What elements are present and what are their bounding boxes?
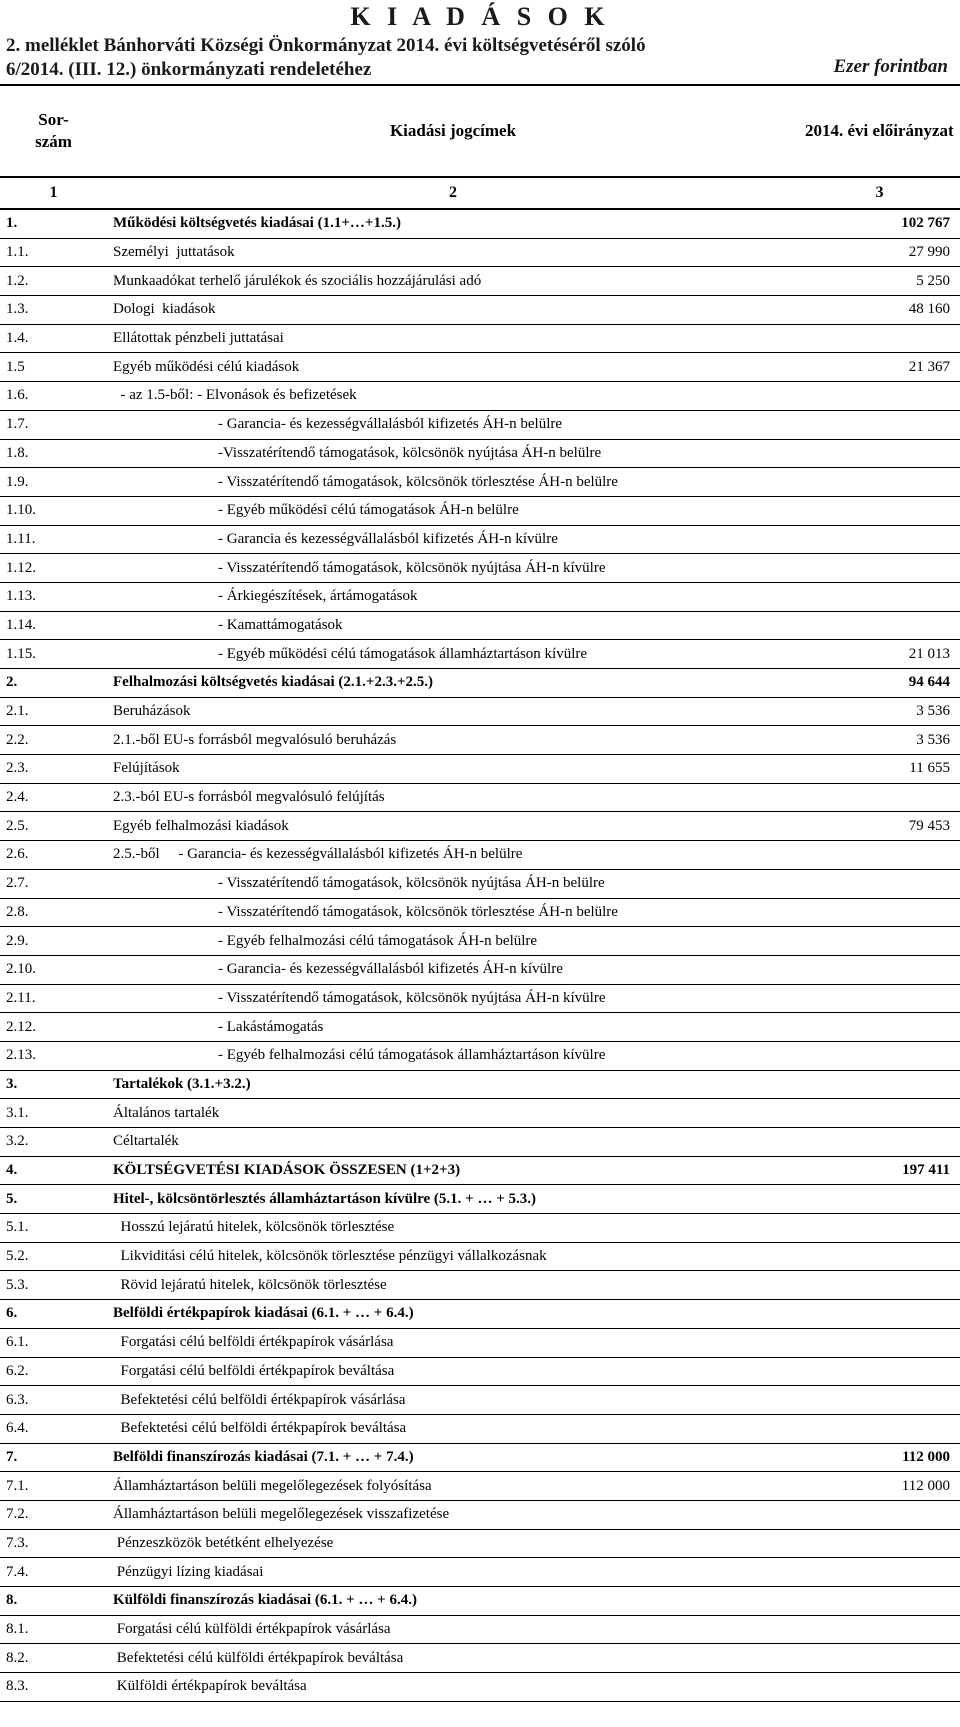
row-number-cell: 2.7. — [0, 869, 107, 898]
amount-cell — [799, 1386, 960, 1415]
row-number-cell: 7.4. — [0, 1558, 107, 1587]
row-number-cell: 3. — [0, 1070, 107, 1099]
item-name-cell: Általános tartalék — [107, 1099, 799, 1128]
amount-cell — [799, 1300, 960, 1329]
amount-cell — [799, 869, 960, 898]
row-number-cell: 5.1. — [0, 1214, 107, 1243]
item-name-cell: - Visszatérítendő támogatások, kölcsönök nyújtása ÁH-n kívülre — [107, 984, 799, 1013]
item-name-cell: Hitel-, kölcsöntörlesztés államháztartáson kívülre (5.1. + … + 5.3.) — [107, 1185, 799, 1214]
table-row — [0, 525, 960, 554]
row-number-cell: 8.2. — [0, 1644, 107, 1673]
table-row — [0, 869, 960, 898]
table-row — [0, 1386, 960, 1415]
row-number-cell: 1.6. — [0, 382, 107, 411]
item-name-cell: Befektetési célú belföldi értékpapírok vásárlása — [107, 1386, 799, 1415]
item-name-cell: - Lakástámogatás — [107, 1013, 799, 1042]
table-row — [0, 611, 960, 640]
row-number-cell: 2.2. — [0, 726, 107, 755]
table-row — [0, 841, 960, 870]
item-name-cell: Egyéb felhalmozási kiadások — [107, 812, 799, 841]
table-row — [0, 1013, 960, 1042]
table-row — [0, 324, 960, 353]
table-row — [0, 1673, 960, 1702]
row-number-cell: 6.2. — [0, 1357, 107, 1386]
amount-cell — [799, 1185, 960, 1214]
amount-cell — [799, 611, 960, 640]
amount-cell — [799, 410, 960, 439]
row-number-cell: 1.13. — [0, 582, 107, 611]
row-number-cell: 8.1. — [0, 1615, 107, 1644]
amount-cell: 5 250 — [799, 267, 960, 296]
table-row — [0, 640, 960, 669]
table-row — [0, 1644, 960, 1673]
amount-cell — [799, 382, 960, 411]
item-name-cell: Pénzeszközök betétként elhelyezése — [107, 1529, 799, 1558]
table-row — [0, 1529, 960, 1558]
table-row — [0, 382, 960, 411]
row-number-cell: 2.6. — [0, 841, 107, 870]
row-number-cell: 2.5. — [0, 812, 107, 841]
header-item-name: Kiadási jogcímek — [107, 85, 799, 177]
table-row — [0, 238, 960, 267]
amount-cell: 3 536 — [799, 726, 960, 755]
amount-cell: 112 000 — [799, 1472, 960, 1501]
table-row — [0, 812, 960, 841]
item-name-cell: -Visszatérítendő támogatások, kölcsönök nyújtása ÁH-n belülre — [107, 439, 799, 468]
amount-cell — [799, 898, 960, 927]
table-row — [0, 554, 960, 583]
row-number-cell: 2.11. — [0, 984, 107, 1013]
table-row — [0, 1414, 960, 1443]
item-name-cell: Ellátottak pénzbeli juttatásai — [107, 324, 799, 353]
item-name-cell: - Árkiegészítések, ártámogatások — [107, 582, 799, 611]
table-row — [0, 353, 960, 382]
amount-cell — [799, 1242, 960, 1271]
row-number-cell: 1.15. — [0, 640, 107, 669]
table-row — [0, 1500, 960, 1529]
row-number-cell: 1.14. — [0, 611, 107, 640]
row-number-cell: 1. — [0, 209, 107, 238]
item-name-cell: - az 1.5-ből: - Elvonások és befizetések — [107, 382, 799, 411]
table-row — [0, 898, 960, 927]
table-row — [0, 1242, 960, 1271]
amount-cell — [799, 525, 960, 554]
row-number-cell: 7.3. — [0, 1529, 107, 1558]
amount-cell — [799, 1587, 960, 1616]
row-number-cell: 5.2. — [0, 1242, 107, 1271]
table-row — [0, 267, 960, 296]
amount-cell — [799, 1128, 960, 1157]
item-name-cell: Működési költségvetés kiadásai (1.1+…+1.5.) — [107, 209, 799, 238]
table-row — [0, 1443, 960, 1472]
item-name-cell: - Egyéb felhalmozási célú támogatások államháztartáson kívülre — [107, 1041, 799, 1070]
table-row — [0, 1185, 960, 1214]
amount-cell — [799, 1615, 960, 1644]
subtitle-line-2: 6/2014. (III. 12.) önkormányzati rendeletéhez — [6, 59, 372, 80]
table-row — [0, 1357, 960, 1386]
row-number-cell: 2.1. — [0, 697, 107, 726]
table-row — [0, 1472, 960, 1501]
table-row — [0, 582, 960, 611]
expenditure-table — [0, 84, 960, 1702]
table-row — [0, 1214, 960, 1243]
row-number-cell: 7.2. — [0, 1500, 107, 1529]
table-row — [0, 1300, 960, 1329]
amount-cell — [799, 1013, 960, 1042]
table-row — [0, 697, 960, 726]
amount-cell — [799, 1357, 960, 1386]
row-number-cell: 2.8. — [0, 898, 107, 927]
item-name-cell: 2.5.-ből - Garancia- és kezességvállalásból kifizetés ÁH-n belülre — [107, 841, 799, 870]
table-row — [0, 1615, 960, 1644]
row-number-cell: 2.4. — [0, 783, 107, 812]
amount-cell: 27 990 — [799, 238, 960, 267]
item-name-cell: Befektetési célú külföldi értékpapírok beváltása — [107, 1644, 799, 1673]
item-name-cell: - Visszatérítendő támogatások, kölcsönök nyújtása ÁH-n kívülre — [107, 554, 799, 583]
column-number-2: 2 — [107, 177, 799, 209]
amount-cell — [799, 1500, 960, 1529]
page-title: K I A D Á S O K — [350, 2, 610, 31]
column-number-row — [0, 177, 960, 209]
amount-cell — [799, 496, 960, 525]
amount-cell — [799, 1328, 960, 1357]
table-row — [0, 669, 960, 698]
amount-cell — [799, 955, 960, 984]
item-name-cell: Egyéb működési célú kiadások — [107, 353, 799, 382]
row-number-cell: 7. — [0, 1443, 107, 1472]
amount-cell — [799, 1070, 960, 1099]
unit-label: Ezer forintban — [833, 56, 948, 77]
table-row — [0, 1558, 960, 1587]
row-number-cell: 6. — [0, 1300, 107, 1329]
row-number-cell: 1.7. — [0, 410, 107, 439]
amount-cell: 48 160 — [799, 296, 960, 325]
item-name-cell: - Visszatérítendő támogatások, kölcsönök törlesztése ÁH-n belülre — [107, 898, 799, 927]
amount-cell — [799, 1673, 960, 1702]
amount-cell: 21 367 — [799, 353, 960, 382]
row-number-cell: 1.9. — [0, 468, 107, 497]
table-row — [0, 1070, 960, 1099]
item-name-cell: - Visszatérítendő támogatások, kölcsönök nyújtása ÁH-n belülre — [107, 869, 799, 898]
row-number-cell: 6.4. — [0, 1414, 107, 1443]
table-row — [0, 496, 960, 525]
item-name-cell: Céltartalék — [107, 1128, 799, 1157]
item-name-cell: - Garancia és kezességvállalásból kifizetés ÁH-n kívülre — [107, 525, 799, 554]
amount-cell — [799, 783, 960, 812]
item-name-cell: Dologi kiadások — [107, 296, 799, 325]
amount-cell — [799, 927, 960, 956]
row-number-cell: 5.3. — [0, 1271, 107, 1300]
row-number-cell: 6.1. — [0, 1328, 107, 1357]
table-row — [0, 209, 960, 238]
item-name-cell: KÖLTSÉGVETÉSI KIADÁSOK ÖSSZESEN (1+2+3) — [107, 1156, 799, 1185]
table-row — [0, 927, 960, 956]
table-row — [0, 984, 960, 1013]
table-header-row — [0, 85, 960, 177]
amount-cell: 11 655 — [799, 755, 960, 784]
item-name-cell: Államháztartáson belüli megelőlegezések visszafizetése — [107, 1500, 799, 1529]
row-number-cell: 2.9. — [0, 927, 107, 956]
table-row — [0, 783, 960, 812]
item-name-cell: - Egyéb működési célú támogatások államháztartáson kívülre — [107, 640, 799, 669]
subtitle-line-1: 2. melléklet Bánhorváti Községi Önkormányzat 2014. évi költségvetéséről szóló — [6, 35, 646, 56]
amount-cell — [799, 1414, 960, 1443]
item-name-cell: Belföldi értékpapírok kiadásai (6.1. + … + 6.4.) — [107, 1300, 799, 1329]
row-number-cell: 3.2. — [0, 1128, 107, 1157]
item-name-cell: Beruházások — [107, 697, 799, 726]
row-number-cell: 1.2. — [0, 267, 107, 296]
row-number-cell: 7.1. — [0, 1472, 107, 1501]
amount-cell — [799, 984, 960, 1013]
item-name-cell: Tartalékok (3.1.+3.2.) — [107, 1070, 799, 1099]
amount-cell: 112 000 — [799, 1443, 960, 1472]
table-row — [0, 1271, 960, 1300]
amount-cell — [799, 554, 960, 583]
amount-cell — [799, 1099, 960, 1128]
amount-cell — [799, 1041, 960, 1070]
table-row — [0, 410, 960, 439]
item-name-cell: Államháztartáson belüli megelőlegezések folyósítása — [107, 1472, 799, 1501]
item-name-cell: - Visszatérítendő támogatások, kölcsönök törlesztése ÁH-n belülre — [107, 468, 799, 497]
header-row-number-text: Sor- szám — [35, 110, 72, 151]
column-number-1: 1 — [0, 177, 107, 209]
row-number-cell: 1.11. — [0, 525, 107, 554]
item-name-cell: - Garancia- és kezességvállalásból kifizetés ÁH-n belülre — [107, 410, 799, 439]
amount-cell: 94 644 — [799, 669, 960, 698]
row-number-cell: 1.4. — [0, 324, 107, 353]
row-number-cell: 2. — [0, 669, 107, 698]
row-number-cell: 2.12. — [0, 1013, 107, 1042]
item-name-cell: Likviditási célú hitelek, kölcsönök törlesztése pénzügyi vállalkozásnak — [107, 1242, 799, 1271]
row-number-cell: 6.3. — [0, 1386, 107, 1415]
row-number-cell: 4. — [0, 1156, 107, 1185]
item-name-cell: Befektetési célú belföldi értékpapírok beváltása — [107, 1414, 799, 1443]
row-number-cell: 3.1. — [0, 1099, 107, 1128]
amount-cell — [799, 468, 960, 497]
amount-cell: 102 767 — [799, 209, 960, 238]
item-name-cell: Forgatási célú belföldi értékpapírok beváltása — [107, 1357, 799, 1386]
page-subtitle — [6, 34, 646, 82]
row-number-cell: 5. — [0, 1185, 107, 1214]
row-number-cell: 8. — [0, 1587, 107, 1616]
row-number-cell: 2.13. — [0, 1041, 107, 1070]
table-row — [0, 726, 960, 755]
item-name-cell: 2.3.-ból EU-s forrásból megvalósuló felújítás — [107, 783, 799, 812]
item-name-cell: Belföldi finanszírozás kiadásai (7.1. + … + 7.4.) — [107, 1443, 799, 1472]
item-name-cell: - Kamattámogatások — [107, 611, 799, 640]
table-body — [0, 209, 960, 1701]
amount-cell: 197 411 — [799, 1156, 960, 1185]
amount-cell — [799, 1529, 960, 1558]
item-name-cell: Rövid lejáratú hitelek, kölcsönök törlesztése — [107, 1271, 799, 1300]
table-row — [0, 468, 960, 497]
table-row — [0, 755, 960, 784]
table-row — [0, 1099, 960, 1128]
item-name-cell: Felújítások — [107, 755, 799, 784]
item-name-cell: Külföldi értékpapírok beváltása — [107, 1673, 799, 1702]
amount-cell: 79 453 — [799, 812, 960, 841]
item-name-cell: Személyi juttatások — [107, 238, 799, 267]
row-number-cell: 2.3. — [0, 755, 107, 784]
row-number-cell: 1.5 — [0, 353, 107, 382]
item-name-cell: Forgatási célú belföldi értékpapírok vásárlása — [107, 1328, 799, 1357]
item-name-cell: Külföldi finanszírozás kiadásai (6.1. + … + 6.4.) — [107, 1587, 799, 1616]
column-number-3: 3 — [799, 177, 960, 209]
item-name-cell: Hosszú lejáratú hitelek, kölcsönök törlesztése — [107, 1214, 799, 1243]
amount-cell — [799, 439, 960, 468]
header-row-number — [0, 85, 107, 177]
item-name-cell: - Garancia- és kezességvállalásból kifizetés ÁH-n kívülre — [107, 955, 799, 984]
header-appropriation: 2014. évi előirányzat — [799, 85, 960, 177]
item-name-cell: - Egyéb felhalmozási célú támogatások ÁH-n belülre — [107, 927, 799, 956]
amount-cell — [799, 1558, 960, 1587]
item-name-cell: Forgatási célú külföldi értékpapírok vásárlása — [107, 1615, 799, 1644]
amount-cell — [799, 1644, 960, 1673]
row-number-cell: 2.10. — [0, 955, 107, 984]
amount-cell — [799, 582, 960, 611]
table-row — [0, 1128, 960, 1157]
item-name-cell: 2.1.-ből EU-s forrásból megvalósuló beruházás — [107, 726, 799, 755]
table-row — [0, 1156, 960, 1185]
amount-cell: 3 536 — [799, 697, 960, 726]
row-number-cell: 1.1. — [0, 238, 107, 267]
table-row — [0, 296, 960, 325]
item-name-cell: - Egyéb működési célú támogatások ÁH-n belülre — [107, 496, 799, 525]
amount-cell — [799, 324, 960, 353]
row-number-cell: 8.3. — [0, 1673, 107, 1702]
item-name-cell: Felhalmozási költségvetés kiadásai (2.1.+2.3.+2.5.) — [107, 669, 799, 698]
row-number-cell: 1.8. — [0, 439, 107, 468]
amount-cell — [799, 841, 960, 870]
row-number-cell: 1.10. — [0, 496, 107, 525]
row-number-cell: 1.12. — [0, 554, 107, 583]
table-row — [0, 439, 960, 468]
table-row — [0, 1328, 960, 1357]
table-row — [0, 1587, 960, 1616]
row-number-cell: 1.3. — [0, 296, 107, 325]
item-name-cell: Munkaadókat terhelő járulékok és szociális hozzájárulási adó — [107, 267, 799, 296]
amount-cell — [799, 1271, 960, 1300]
table-row — [0, 1041, 960, 1070]
table-row — [0, 955, 960, 984]
amount-cell: 21 013 — [799, 640, 960, 669]
amount-cell — [799, 1214, 960, 1243]
item-name-cell: Pénzügyi lízing kiadásai — [107, 1558, 799, 1587]
